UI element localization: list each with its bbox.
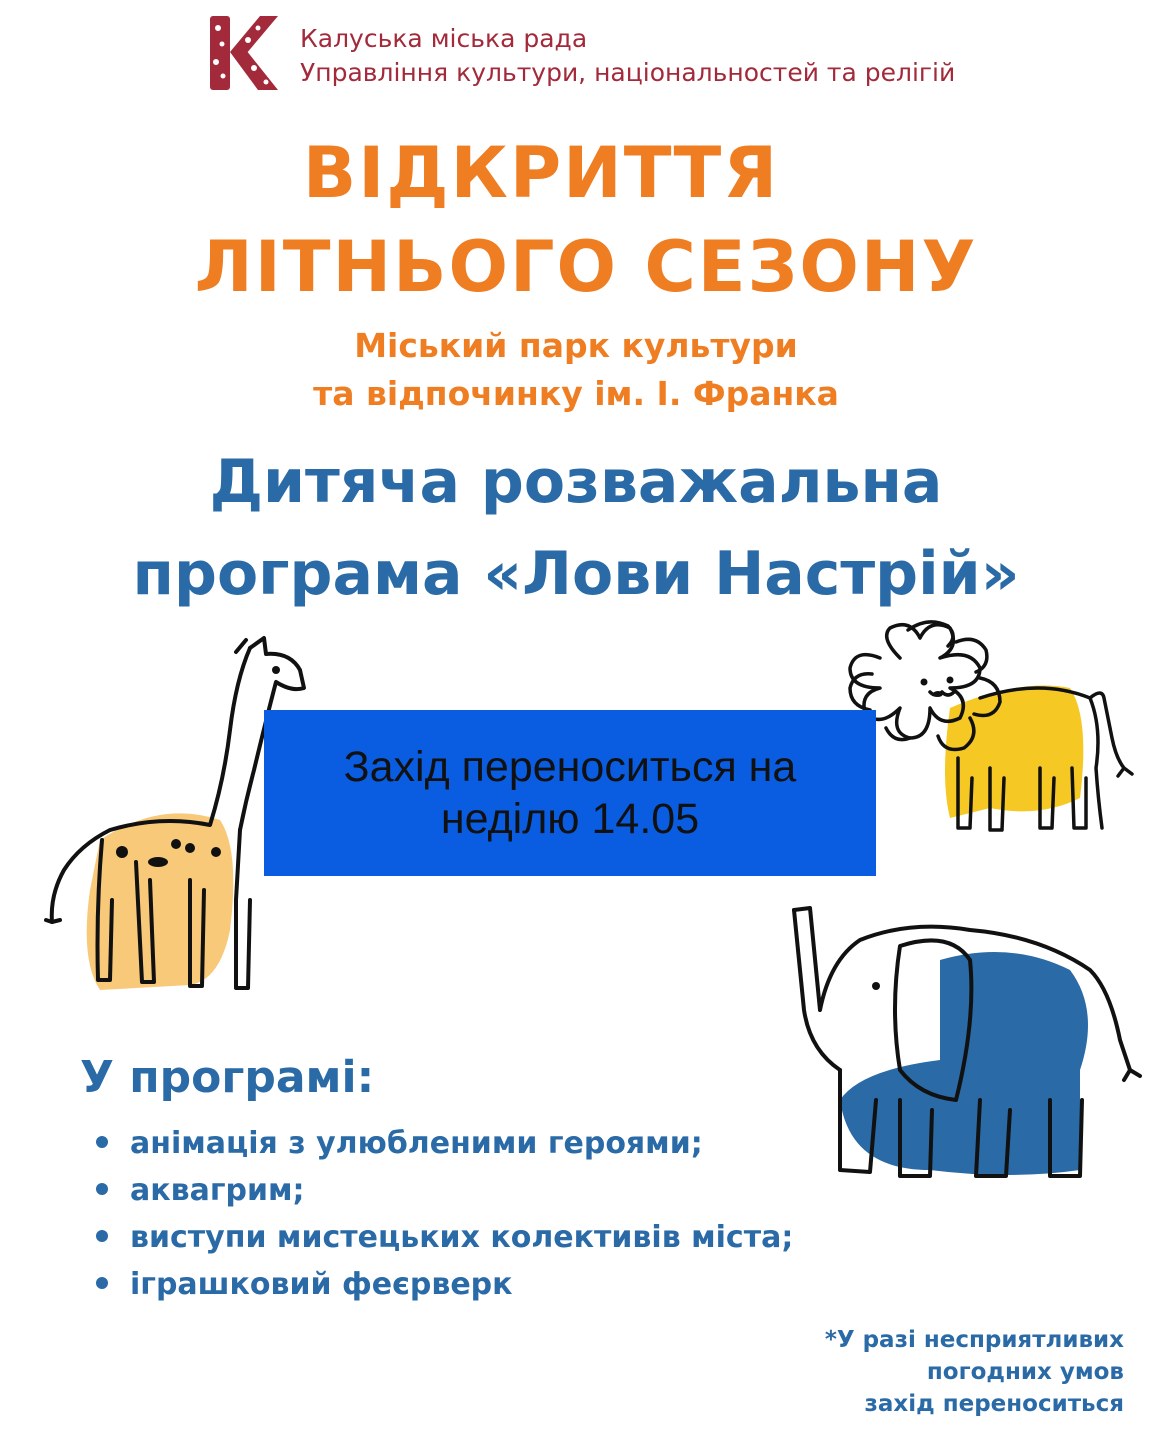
- venue-name: [0, 322, 1152, 418]
- bullet-icon: [96, 1183, 108, 1195]
- program-title: [0, 436, 1152, 620]
- list-item-text: іграшковий феєрверк: [130, 1267, 513, 1302]
- kalush-k-logo-icon: [208, 14, 280, 92]
- lion-icon: [840, 618, 1140, 848]
- list-item: [96, 1120, 793, 1167]
- title-line-1: ВІДКРИТТЯ: [302, 132, 780, 214]
- list-item-text: виступи мистецьких колективів міста;: [130, 1220, 794, 1255]
- bullet-icon: [96, 1136, 108, 1148]
- venue-line-1: Міський парк культури: [354, 326, 798, 365]
- program-heading: У програмі:: [80, 1052, 375, 1103]
- venue-line-2: та відпочинку ім. І. Франка: [313, 374, 839, 413]
- list-item: [96, 1261, 793, 1308]
- list-item-text: аквагрим;: [130, 1173, 305, 1208]
- org-line-2: Управління культури, національностей та релігій: [300, 58, 956, 87]
- list-item: [96, 1214, 793, 1261]
- notice-line-1: Захід переноситься на: [343, 743, 797, 791]
- footnote-line-1: *У разі несприятливих: [824, 1327, 1124, 1353]
- bullet-icon: [96, 1230, 108, 1242]
- organization-name: [300, 22, 955, 90]
- org-line-1: Калуська міська рада: [300, 24, 588, 53]
- footnote-line-3: захід переноситься: [864, 1391, 1124, 1417]
- postponement-notice: [264, 710, 876, 876]
- program-title-line-2: програма «Лови Настрій»: [132, 539, 1020, 609]
- weather-footnote: [825, 1324, 1124, 1420]
- elephant-icon: [780, 900, 1150, 1190]
- list-item: [96, 1167, 793, 1214]
- bullet-icon: [96, 1277, 108, 1289]
- list-item-text: анімація з улюбленими героями;: [130, 1126, 703, 1161]
- title-line-2: ЛІТНЬОГО СЕЗОНУ: [194, 226, 978, 308]
- notice-line-2: неділю 14.05: [440, 795, 700, 843]
- program-list: [96, 1120, 793, 1308]
- footnote-line-2: погодних умов: [926, 1359, 1124, 1385]
- program-title-line-1: Дитяча розважальна: [209, 447, 943, 517]
